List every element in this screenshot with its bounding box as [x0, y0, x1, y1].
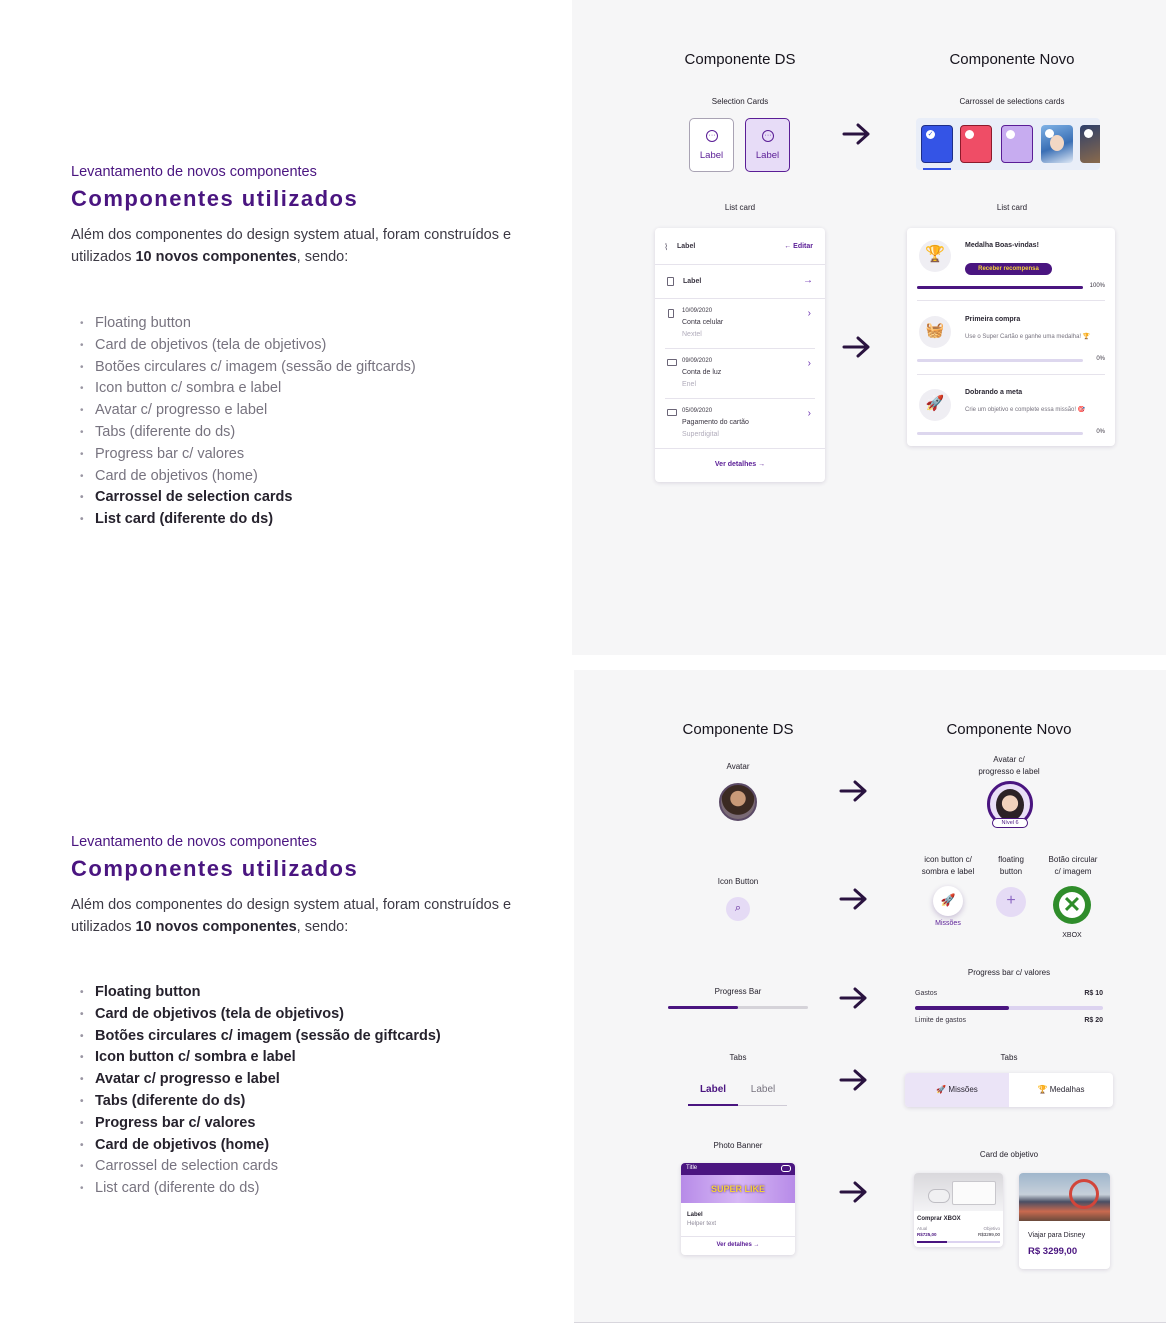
photo-banner-caption: Photo Banner: [713, 1141, 763, 1150]
dots-icon: ···: [706, 130, 718, 142]
top-eyebrow: Levantamento de novos componentes: [71, 164, 317, 180]
list-item: • Carrossel de selection cards: [80, 1156, 441, 1178]
search-icon-button[interactable]: ⌕: [726, 897, 750, 921]
dots-icon: ···: [762, 130, 774, 142]
xbox-label: XBOX: [1062, 932, 1082, 939]
progress-bar: [917, 286, 1083, 289]
bottom-comparison-panel: [574, 670, 1166, 1323]
floating-add-button[interactable]: +: [996, 887, 1026, 917]
new-tabs: [905, 1073, 1113, 1107]
progress-caption: Progress Bar: [714, 987, 762, 996]
rocket-icon: 🚀: [919, 389, 951, 421]
rocket-icon-button[interactable]: 🚀: [933, 886, 963, 916]
trophy-icon: 🏆: [1037, 1085, 1048, 1094]
list-item: • Tabs (diferente do ds): [80, 1091, 441, 1113]
bottom-intro: Além dos componentes do design system atual, foram construídos e utilizados 10 novos componentes, sendo:: [71, 897, 512, 935]
arrow-right-icon: [842, 336, 872, 358]
top-intro: Além dos componentes do design system atual, foram construídos e utilizados 10 novos componentes, sendo:: [71, 227, 512, 265]
col-title-ds: Componente DS: [682, 721, 794, 738]
mission-list-item[interactable]: 🚀 Dobrando a meta Crie um objetivo e complete essa missão! 🎯 0%: [907, 375, 1115, 447]
top-text-panel: [0, 0, 572, 655]
list-item: • Carrossel de selection cards: [80, 487, 416, 509]
tabs-caption: Tabs: [729, 1053, 747, 1062]
xbox-console-image: [914, 1173, 1003, 1211]
list-item: • Card de objetivos (tela de objetivos): [80, 1004, 441, 1026]
carousel-indicator: [923, 168, 951, 170]
limit-value: R$ 20: [1084, 1017, 1103, 1024]
xbox-icon: ✕: [1059, 892, 1085, 918]
icon-button-shadow-caption: icon button c/ sombra e label: [921, 855, 975, 876]
list-item: • Icon button c/ sombra e label: [80, 1047, 441, 1069]
progress-fill: [915, 1006, 1009, 1010]
list-item: • Botões circulares c/ imagem (sessão de giftcards): [80, 1026, 441, 1048]
new-list-card: [907, 228, 1115, 446]
arrow-left-icon: ←: [784, 243, 792, 250]
floating-caption: floating button: [998, 855, 1024, 876]
ds-list-card: [655, 228, 825, 482]
spent-value: R$ 10: [1084, 990, 1103, 997]
list-card-caption-ds: List card: [724, 203, 756, 212]
avatar-photo: [996, 789, 1024, 821]
check-icon: ✓: [927, 131, 934, 138]
arrow-right-icon: [839, 1069, 869, 1091]
tab-ds-inactive[interactable]: Label: [750, 1084, 776, 1095]
list-item: • Card de objetivos (home): [80, 1135, 441, 1157]
spent-label: Gastos: [915, 990, 938, 997]
carousel-card-blue[interactable]: [921, 125, 953, 163]
objective-caption: Card de objetivo: [979, 1150, 1039, 1159]
tab-missions[interactable]: 🚀 Missões: [905, 1073, 1009, 1107]
list-item: • Avatar c/ progresso e label: [80, 1069, 441, 1091]
objective-progress: [917, 1241, 1000, 1243]
disney-image: [1019, 1173, 1110, 1221]
list-item: • List card (diferente do ds): [80, 1178, 441, 1200]
list-item: • Botões circulares c/ imagem (sessão de giftcards): [80, 357, 416, 379]
objective-card-large[interactable]: Viajar para Disney R$ 3299,00: [1019, 1173, 1110, 1269]
list-item: • Avatar c/ progresso e label: [80, 400, 416, 422]
ds-progress-bar: [668, 1006, 808, 1009]
bottom-text-panel: [0, 670, 572, 1323]
carousel-card-image-1[interactable]: [1041, 125, 1073, 163]
list-row-label: Label: [683, 278, 702, 285]
progress-bar: [917, 432, 1083, 435]
list-item: • Card de objetivos (tela de objetivos): [80, 335, 416, 357]
circular-button-caption: Botão circular c/ imagem: [1048, 855, 1098, 876]
carousel-card-image-2[interactable]: [1080, 125, 1100, 163]
phone-icon: [668, 309, 674, 318]
arrow-right-icon: →: [758, 461, 766, 468]
missions-label: Missões: [935, 920, 961, 927]
avatar[interactable]: [719, 783, 757, 821]
banner-image: SUPER LIKE: [681, 1175, 795, 1203]
list-item: • Tabs (diferente do ds): [80, 422, 416, 444]
progress-new-caption: Progress bar c/ valores: [967, 968, 1051, 977]
arrow-right-icon: →: [753, 1242, 760, 1248]
list-header-label: Label: [677, 243, 696, 250]
banner-header: Title: [681, 1163, 795, 1175]
list-item: • Progress bar c/ valores: [80, 1113, 441, 1135]
col-title-new: Componente Novo: [949, 51, 1075, 68]
arrow-right-icon: [839, 888, 869, 910]
progress-fill: [668, 1006, 738, 1009]
top-section: [0, 0, 1166, 655]
card-icon: [667, 409, 677, 416]
see-details-link[interactable]: Ver detalhes →: [714, 461, 766, 468]
list-item[interactable]: 05/09/2020 Pagamento do cartão Superdigital ›: [655, 404, 825, 450]
chevron-right-icon: ›: [807, 308, 811, 319]
icon-button-caption: Icon Button: [717, 877, 759, 886]
arrow-right-icon: [839, 987, 869, 1009]
chevron-right-icon: ›: [807, 358, 811, 369]
carousel-card-red[interactable]: [960, 125, 992, 163]
list-card-caption-new: List card: [996, 203, 1028, 212]
top-component-list: [80, 313, 416, 531]
top-title: Componentes utilizados: [71, 186, 359, 211]
arrow-right-icon: [842, 123, 872, 145]
bottom-section: [0, 670, 1166, 1323]
level-badge: Nível 6: [992, 818, 1028, 828]
selection-carousel[interactable]: [916, 118, 1100, 170]
col-title-ds: Componente DS: [684, 51, 796, 68]
bottom-component-list: [80, 982, 441, 1200]
tab-ds-active[interactable]: Label: [699, 1084, 727, 1095]
see-details-link[interactable]: Ver detalhes →: [716, 1242, 760, 1248]
carousel-card-lilac[interactable]: [1001, 125, 1033, 163]
list-item[interactable]: 09/09/2020 Conta de luz Enel ›: [655, 354, 825, 400]
carousel-caption: Carrossel de selections cards: [959, 97, 1065, 106]
limit-label: Limite de gastos: [915, 1017, 966, 1024]
tag-icon: [781, 1165, 791, 1172]
progress-bar: [917, 359, 1083, 362]
list-item: • Floating button: [80, 313, 416, 335]
objective-card-small[interactable]: Comprar XBOX Atual Objetivo R$725,00 R$3299,00: [914, 1173, 1003, 1247]
list-item: • Icon button c/ sombra e label: [80, 378, 416, 400]
list-item: • Floating button: [80, 982, 441, 1004]
gift-icon: 🧺: [919, 316, 951, 348]
mission-list-item[interactable]: 🧺 Primeira compra Use o Super Cartão e ganhe uma medalha! 🏆 0%: [907, 302, 1115, 374]
arrow-right-icon: [839, 1181, 869, 1203]
photo-banner[interactable]: Title SUPER LIKE Label Helper text Ver detalhes →: [681, 1163, 795, 1255]
progress-fill: [917, 286, 1083, 289]
top-comparison-panel: [572, 0, 1166, 655]
arrow-right-icon[interactable]: →: [803, 275, 813, 286]
selection-card[interactable]: ··· Label: [689, 118, 734, 172]
xbox-circular-button[interactable]: [1053, 886, 1091, 924]
chart-icon: ⌇: [664, 242, 669, 252]
list-item: • Progress bar c/ valores: [80, 444, 416, 466]
arrow-right-icon: [839, 780, 869, 802]
selection-card-active[interactable]: ··· Label: [745, 118, 790, 172]
trophy-icon: 🏆: [919, 240, 951, 272]
tabs-new-caption: Tabs: [1000, 1053, 1018, 1062]
avatar-new-caption: Avatar c/ progresso e label: [978, 755, 1040, 776]
list-item: • List card (diferente do ds): [80, 509, 416, 531]
medal-list-item[interactable]: 🏆 Medalha Boas-vindas! Receber recompensa 100%: [907, 228, 1115, 300]
tab-indicator: [688, 1104, 738, 1106]
bottom-eyebrow: Levantamento de novos componentes: [71, 834, 317, 850]
values-progress-bar: [915, 1006, 1103, 1010]
bottom-title: Componentes utilizados: [71, 856, 359, 881]
chevron-right-icon: ›: [807, 408, 811, 419]
document-icon: [667, 277, 674, 286]
edit-link[interactable]: ← Editar: [784, 243, 813, 250]
list-item: • Card de objetivos (home): [80, 466, 416, 488]
rocket-icon: 🚀: [936, 1085, 947, 1094]
list-item[interactable]: 10/09/2020 Conta celular Nextel ›: [655, 304, 825, 350]
avatar-caption: Avatar: [726, 762, 750, 771]
selection-cards-caption: Selection Cards: [711, 97, 769, 106]
col-title-new: Componente Novo: [946, 721, 1072, 738]
receive-reward-button[interactable]: Receber recompensa: [965, 263, 1052, 275]
tab-medals[interactable]: 🏆 Medalhas: [1037, 1085, 1085, 1094]
bill-icon: [667, 359, 677, 366]
